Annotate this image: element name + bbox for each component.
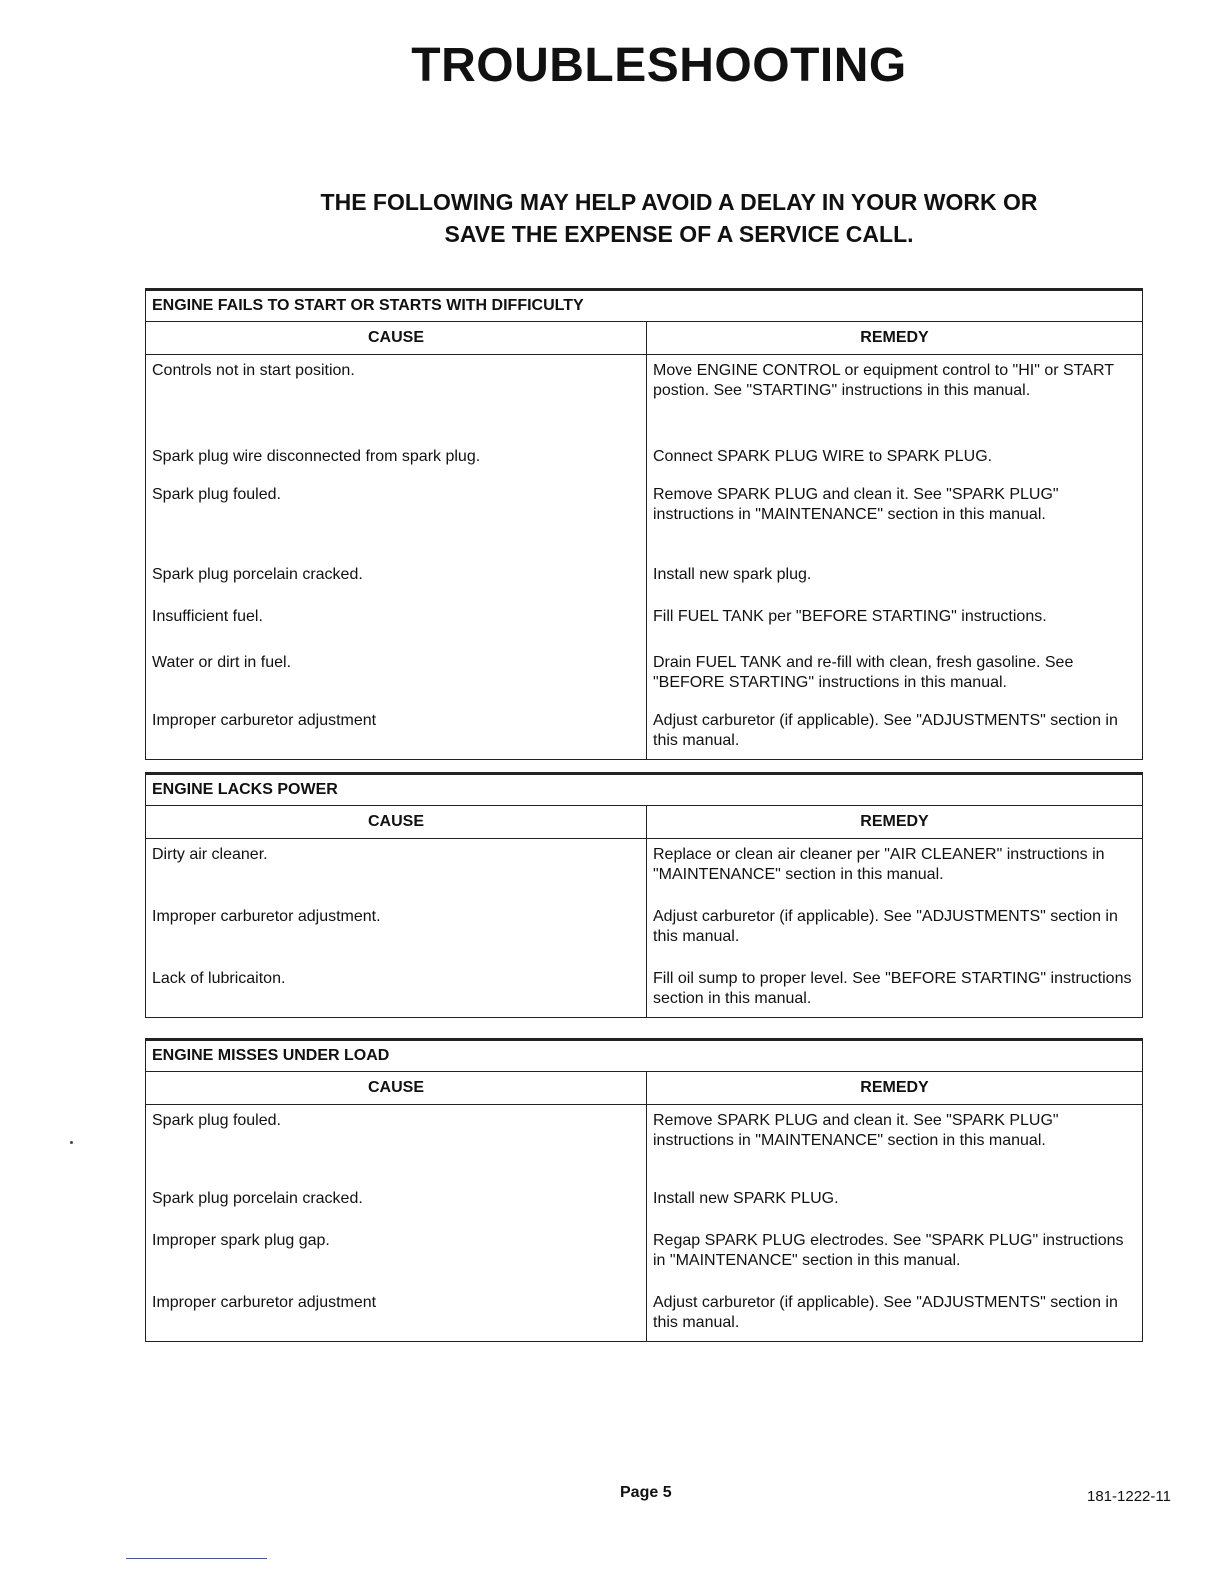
subtitle-line-1: THE FOLLOWING MAY HELP AVOID A DELAY IN YOUR WORK OR [320,189,1038,215]
remedy-cell [647,1105,1143,1342]
cause-cell [146,355,647,760]
remedy-cell [647,355,1143,760]
remedy-column-header: REMEDY [647,1072,1143,1105]
cause-item: Insufficient fuel. [152,608,263,625]
remedy-item: Adjust carburetor (if applicable). See "ADJUSTMENTS" section in this manual. [653,908,1118,945]
cause-cell [146,1105,647,1342]
remedy-item: Regap SPARK PLUG electrodes. See "SPARK PLUG" instructions in "MAINTENANCE" section in this manual. [653,1232,1124,1269]
section-heading: ENGINE MISSES UNDER LOAD [146,1040,1143,1072]
cause-item: Controls not in start position. [152,362,355,379]
cause-item: Spark plug wire disconnected from spark plug. [152,448,481,465]
remedy-column-header: REMEDY [647,806,1143,839]
page-subtitle [150,186,1208,250]
section-heading: ENGINE FAILS TO START OR STARTS WITH DIFFICULTY [146,290,1143,322]
remedy-item: Fill FUEL TANK per "BEFORE STARTING" instructions. [653,608,1047,625]
scan-speck [70,1141,73,1144]
cause-cell [146,839,647,1018]
cause-column-header: CAUSE [146,806,647,839]
remedy-item: Install new spark plug. [653,566,812,583]
subtitle-line-2: SAVE THE EXPENSE OF A SERVICE CALL. [444,221,914,247]
cause-item: Improper carburetor adjustment [152,712,377,729]
remedy-item: Install new SPARK PLUG. [653,1190,839,1207]
cause-item: Spark plug fouled. [152,1112,281,1129]
cause-item: Improper spark plug gap. [152,1232,330,1249]
section-engine-lacks-power [145,772,1143,1018]
cause-item: Dirty air cleaner. [152,846,268,863]
remedy-item: Drain FUEL TANK and re-fill with clean, fresh gasoline. See "BEFORE STARTING" instructions in this manual. [653,654,1074,691]
cause-column-header: CAUSE [146,322,647,355]
cause-item: Lack of lubricaiton. [152,970,286,987]
remedy-item: Adjust carburetor (if applicable). See "ADJUSTMENTS" section in this manual. [653,712,1118,749]
cause-item: Improper carburetor adjustment. [152,908,381,925]
cause-column-header: CAUSE [146,1072,647,1105]
section-engine-misses-under-load [145,1038,1143,1342]
document-code: 181-1222-11 [1087,1488,1171,1505]
section-engine-fails-to-start [145,288,1143,760]
page-title: TROUBLESHOOTING [411,39,907,92]
cause-item: Spark plug porcelain cracked. [152,1190,363,1207]
remedy-item: Replace or clean air cleaner per "AIR CLEANER" instructions in "MAINTENANCE" section in this manual. [653,846,1105,883]
remedy-item: Adjust carburetor (if applicable). See "ADJUSTMENTS" section in this manual. [653,1294,1118,1331]
page-number: Page 5 [620,1484,672,1501]
remedy-cell [647,839,1143,1018]
remedy-item: Remove SPARK PLUG and clean it. See "SPARK PLUG" instructions in "MAINTENANCE" section in this manual. [653,1112,1059,1149]
footnote-rule [126,1558,267,1559]
cause-item: Water or dirt in fuel. [152,654,292,671]
remedy-item: Fill oil sump to proper level. See "BEFORE STARTING" instructions section in this manual. [653,970,1132,1007]
cause-item: Spark plug porcelain cracked. [152,566,363,583]
remedy-item: Connect SPARK PLUG WIRE to SPARK PLUG. [653,448,993,465]
remedy-item: Remove SPARK PLUG and clean it. See "SPARK PLUG" instructions in "MAINTENANCE" section in this manual. [653,486,1059,523]
section-heading: ENGINE LACKS POWER [146,774,1143,806]
remedy-column-header: REMEDY [647,322,1143,355]
cause-item: Spark plug fouled. [152,486,281,503]
remedy-item: Move ENGINE CONTROL or equipment control to "HI" or START postion. See "STARTING" instructions in this manual. [653,362,1114,399]
cause-item: Improper carburetor adjustment [152,1294,377,1311]
